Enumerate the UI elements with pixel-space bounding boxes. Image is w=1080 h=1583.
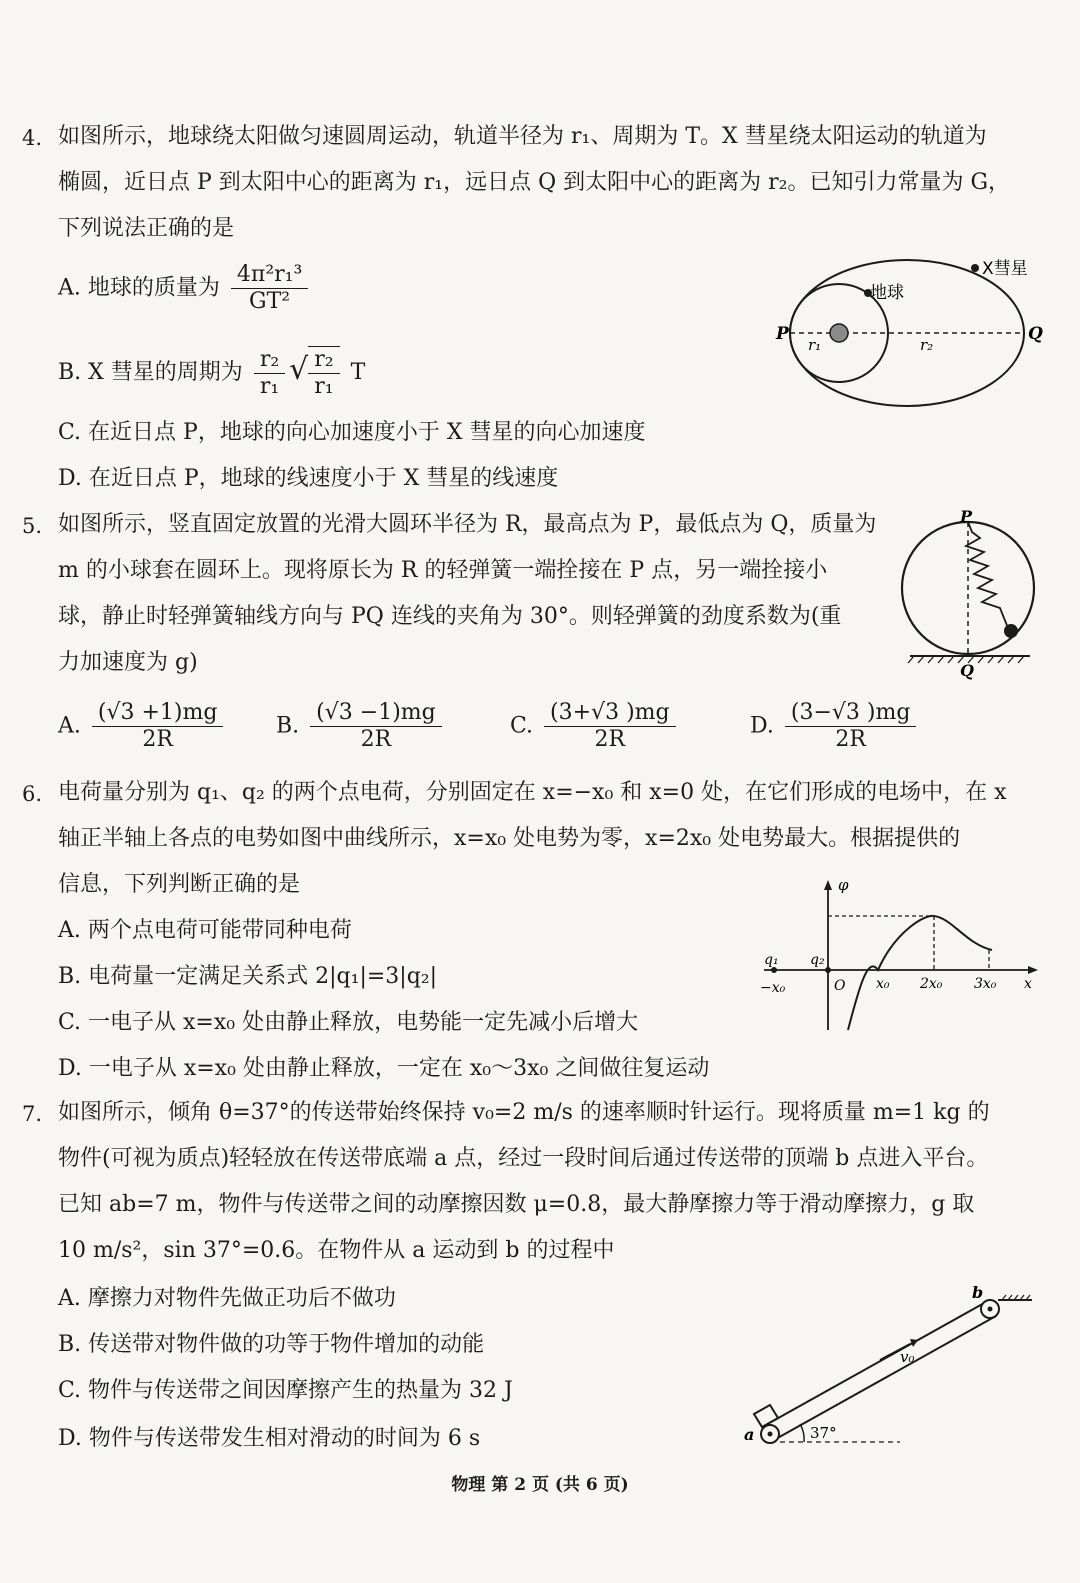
q5-stem-line2: m 的小球套在圆环上。现将原长为 R 的轻弹簧一端拴接在 P 点，另一端拴接小 xyxy=(58,558,828,583)
q7-option-c: C. 物件与传送带之间因摩擦产生的热量为 32 J xyxy=(58,1378,513,1403)
label-p: P xyxy=(776,324,789,344)
label-v0: v₀ xyxy=(900,1348,915,1366)
q5-option-d-denominator: 2R xyxy=(835,727,866,752)
label-2x0: 2x₀ xyxy=(920,976,943,992)
label-x0: x₀ xyxy=(876,976,890,992)
q4-option-b-denominator: r₁ xyxy=(259,373,280,399)
label-q2: q₂ xyxy=(810,952,825,968)
q6-option-c: C. 一电子从 x=x₀ 处由静止释放，电势能一定先减小后增大 xyxy=(58,1010,639,1035)
q6-stem-line2: 轴正半轴上各点的电势如图中曲线所示，x=x₀ 处电势为零，x=2x₀ 处电势最大。根据提供的 xyxy=(58,826,961,851)
label-neg-x0: −x₀ xyxy=(760,980,786,996)
q5-number: 5. xyxy=(22,514,43,538)
q4-option-b-suffix: T xyxy=(350,360,366,385)
label-phi: φ xyxy=(838,876,849,894)
q5-option-c-denominator: 2R xyxy=(594,727,626,752)
q4-option-b-root-fraction xyxy=(308,346,339,400)
q5-option-b-label: B. xyxy=(276,713,300,739)
label-x: x xyxy=(1024,976,1032,992)
object-block xyxy=(754,1405,778,1427)
q5-option-c xyxy=(510,700,680,753)
sun-icon xyxy=(830,324,848,342)
angle-arc xyxy=(800,1424,804,1442)
belt-bottom xyxy=(774,1316,996,1440)
label-a: a xyxy=(744,1425,755,1444)
q2-charge-dot xyxy=(825,967,831,973)
label-q: Q xyxy=(1028,324,1043,344)
q4-option-b-fraction xyxy=(254,347,285,400)
q4-option-a xyxy=(58,262,312,315)
sqrt-sign-icon: √ xyxy=(289,352,309,387)
q4-option-b-root-numerator: r₂ xyxy=(308,347,339,374)
q5-option-a xyxy=(58,700,227,753)
q6-option-b: B. 电荷量一定满足关系式 2|q₁|=3|q₂| xyxy=(58,964,438,989)
label-3x0: 3x₀ xyxy=(974,976,997,992)
q5-option-d xyxy=(750,700,920,753)
q7-stem-line2: 物件(可视为质点)轻轻放在传送带底端 a 点，经过一段时间后通过传送带的顶端 b 点进入平台。 xyxy=(58,1146,989,1171)
q5-ring-figure xyxy=(900,510,1040,682)
q5-option-d-fraction xyxy=(785,700,917,753)
belt-top xyxy=(764,1302,986,1426)
q6-stem-line1: 电荷量分别为 q₁、q₂ 的两个点电荷，分别固定在 x=−x₀ 和 x=0 处，在它们形成的电场中，在 x xyxy=(58,780,1007,805)
q7-stem-line4: 10 m/s²，sin 37°=0.6。在物件从 a 运动到 b 的过程中 xyxy=(58,1238,615,1263)
q5-option-a-label: A. xyxy=(58,713,81,739)
q5-option-c-label: C. xyxy=(510,713,534,739)
pulley-b-center xyxy=(988,1307,993,1312)
q5-option-b-fraction xyxy=(310,700,442,753)
q6-stem-line3: 信息，下列判断正确的是 xyxy=(58,872,301,897)
q5-option-a-numerator: (√3 +1)mg xyxy=(92,700,224,727)
ball-icon xyxy=(1004,624,1018,638)
potential-curve xyxy=(848,916,992,1030)
q6-option-d: D. 一电子从 x=x₀ 处由静止释放，一定在 x₀～3x₀ 之间做往复运动 xyxy=(58,1056,710,1081)
q7-option-b: B. 传送带对物件做的功等于物件增加的动能 xyxy=(58,1332,485,1357)
q5-stem-line1: 如图所示，竖直固定放置的光滑大圆环半径为 R，最高点为 P，最低点为 Q，质量为 xyxy=(58,512,877,537)
q4-option-a-text: A. 地球的质量为 xyxy=(58,275,220,301)
q4-option-a-fraction xyxy=(231,262,308,315)
comet-label: X彗星 xyxy=(982,259,1028,279)
earth-label: 地球 xyxy=(870,283,904,303)
label-q1: q₁ xyxy=(764,952,779,968)
q4-option-a-numerator: 4π²r₁³ xyxy=(231,262,308,289)
label-p: P xyxy=(960,510,973,526)
label-r2: r₂ xyxy=(920,336,934,354)
q5-option-c-numerator: (3+√3 )mg xyxy=(544,700,676,727)
q4-option-b-numerator: r₂ xyxy=(254,347,285,374)
q7-number: 7. xyxy=(22,1102,43,1126)
q4-stem-line1: 如图所示，地球绕太阳做匀速圆周运动，轨道半径为 r₁、周期为 T。X 彗星绕太阳运动的轨道为 xyxy=(58,124,987,149)
phi-axis-arrow-icon xyxy=(824,880,832,890)
q6-option-a: A. 两个点电荷可能带同种电荷 xyxy=(58,918,352,943)
q5-option-a-fraction xyxy=(92,700,224,753)
page-footer: 物理 第 2 页 (共 6 页) xyxy=(451,1475,629,1495)
q4-option-d: D. 在近日点 P，地球的线速度小于 X 彗星的线速度 xyxy=(58,466,559,491)
q5-option-c-fraction xyxy=(544,700,676,753)
q4-stem-line3: 下列说法正确的是 xyxy=(58,216,235,241)
q5-option-b-numerator: (√3 −1)mg xyxy=(310,700,442,727)
q7-option-d: D. 物件与传送带发生相对滑动的时间为 6 s xyxy=(58,1426,481,1451)
q4-option-b-text: B. X 彗星的周期为 xyxy=(58,360,243,385)
q4-option-b xyxy=(58,346,365,400)
label-q: Q xyxy=(960,661,974,680)
q5-option-d-label: D. xyxy=(750,713,774,739)
q5-option-d-numerator: (3−√3 )mg xyxy=(785,700,917,727)
q6-number: 6. xyxy=(22,782,43,806)
q5-option-a-denominator: 2R xyxy=(142,727,173,752)
comet-dot xyxy=(971,264,979,272)
q5-stem-line3: 球，静止时轻弹簧轴线方向与 PQ 连线的夹角为 30°。则轻弹簧的劲度系数为(重 xyxy=(58,604,842,629)
q6-potential-graph xyxy=(756,874,1046,1034)
spring-icon xyxy=(966,522,1008,628)
q7-stem-line1: 如图所示，倾角 θ=37°的传送带始终保持 v₀=2 m/s 的速率顺时针运行。现将质量 m=1 kg 的 xyxy=(58,1100,990,1125)
q4-stem-line2: 椭圆，近日点 P 到太阳中心的距离为 r₁，远日点 Q 到太阳中心的距离为 r₂。已知引力常量为 G， xyxy=(58,170,1011,195)
pulley-a-center xyxy=(768,1432,773,1437)
x-axis-arrow-icon xyxy=(1028,966,1038,974)
q5-stem-line4: 力加速度为 g) xyxy=(58,650,198,675)
label-angle: 37° xyxy=(810,1424,837,1442)
q5-option-b xyxy=(276,700,446,753)
q4-number: 4. xyxy=(22,126,43,150)
q4-option-a-denominator: GT² xyxy=(249,289,291,314)
label-origin: O xyxy=(834,978,846,994)
q7-conveyor-figure xyxy=(740,1284,1040,1456)
q4-option-b-root-denominator: r₁ xyxy=(314,374,334,399)
q4-option-c: C. 在近日点 P，地球的向心加速度小于 X 彗星的向心加速度 xyxy=(58,420,646,445)
q5-option-b-denominator: 2R xyxy=(360,727,392,752)
label-b: b xyxy=(972,1284,984,1302)
q7-option-a: A. 摩擦力对物件先做正功后不做功 xyxy=(58,1286,396,1311)
label-r1: r₁ xyxy=(808,336,822,354)
q4-orbit-figure xyxy=(770,250,1060,410)
q7-stem-line3: 已知 ab=7 m，物件与传送带之间的动摩擦因数 μ=0.8，最大静摩擦力等于滑动摩擦力，g 取 xyxy=(58,1192,975,1217)
